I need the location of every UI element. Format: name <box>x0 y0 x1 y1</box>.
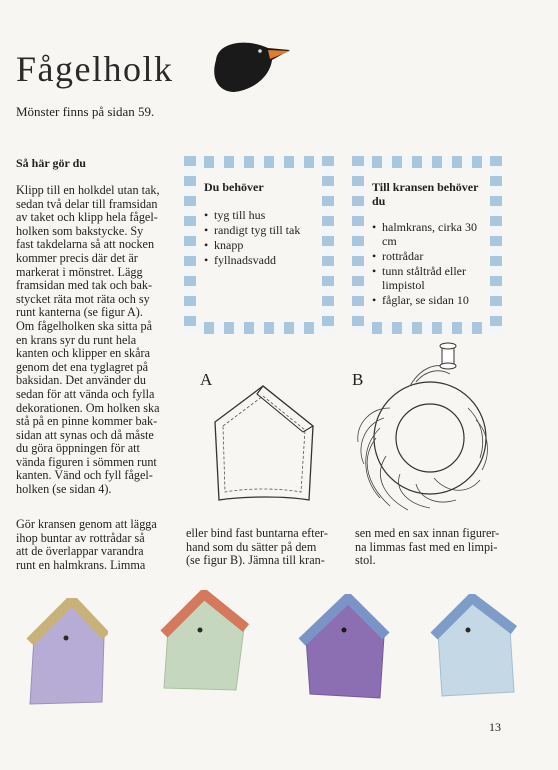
thread-spool-icon <box>440 343 456 369</box>
figure-a-label: A <box>200 370 213 389</box>
birdhouse-lilac <box>26 598 108 708</box>
list-item: • halmkrans, cirka 30 cm <box>372 220 490 248</box>
list-item: • rottrådar <box>372 249 490 263</box>
figure-b-wreath <box>350 338 510 518</box>
wreath-materials-list <box>372 220 490 307</box>
instructions-column-1-continued: Gör kransen genom att lägga ihop buntar av rottrådar så att de överlappar varandra runt en halmkrans. Limma <box>16 517 157 572</box>
materials-list <box>204 208 322 267</box>
instructions-heading: Så här gör du <box>16 156 86 170</box>
page-number: 13 <box>489 720 501 734</box>
box-border-left <box>352 156 364 334</box>
box-border-top <box>184 156 334 168</box>
page-title: Fågelholk <box>16 49 174 89</box>
list-item: • tyg till hus <box>204 208 322 222</box>
list-item: • fyllnadsvadd <box>204 253 322 267</box>
pattern-reference: Mönster finns på sidan 59. <box>16 104 155 119</box>
list-item: • knapp <box>204 238 322 252</box>
instructions-column-3: sen med en sax innan figurer- na limmas fast med en limpi- stol. <box>355 526 500 568</box>
box-border-right <box>490 156 502 334</box>
wreath-materials-heading: Till kransen behöver du <box>372 180 479 208</box>
box-border-bottom <box>184 322 334 334</box>
instructions-column-2: eller bind fast buntarna efter- hand som du sätter på dem (se figur B). Jämna till kran- <box>186 526 328 568</box>
list-item: • tunn ståltråd eller limpistol <box>372 264 490 292</box>
birdhouse-purple <box>296 594 392 704</box>
instructions-column-1: Klipp till en holkdel utan tak, sedan två delar till framsidan av taket och klipp hela fågel- holken som bakstycke. Sy fast takdelarna så att nocken kommer precis där det är markerat i mönstret. Lägg framsidan med tak och bak- stycket räta mot räta och sy runt kanterna (se figur A). Om fågelholken ska sitta på en krans syr du runt hela kanten och klipper en skåra genom det ena tyglagret på baksidan. Det använder du sedan för att vända och fylla dekorationen. Om holken ska stå på en pinne kommer bak- sidan att synas och då måste du göra öppningen för att vända figuren i sömmen runt kanten. Vänd och fyll fågel- holken (se sidan 4). <box>16 183 160 497</box>
box-border-left <box>184 156 196 334</box>
materials-heading: Du behöver <box>204 180 264 194</box>
crow-icon <box>198 30 294 96</box>
figure-b-label: B <box>352 370 364 389</box>
box-border-bottom <box>352 322 502 334</box>
birdhouse-green <box>156 590 254 694</box>
box-border-top <box>352 156 502 168</box>
birdhouse-blue <box>430 594 522 702</box>
list-item: • fåglar, se sidan 10 <box>372 293 490 307</box>
figure-a-birdhouse-pattern <box>205 380 325 510</box>
list-item: • randigt tyg till tak <box>204 223 322 237</box>
box-border-right <box>322 156 334 334</box>
